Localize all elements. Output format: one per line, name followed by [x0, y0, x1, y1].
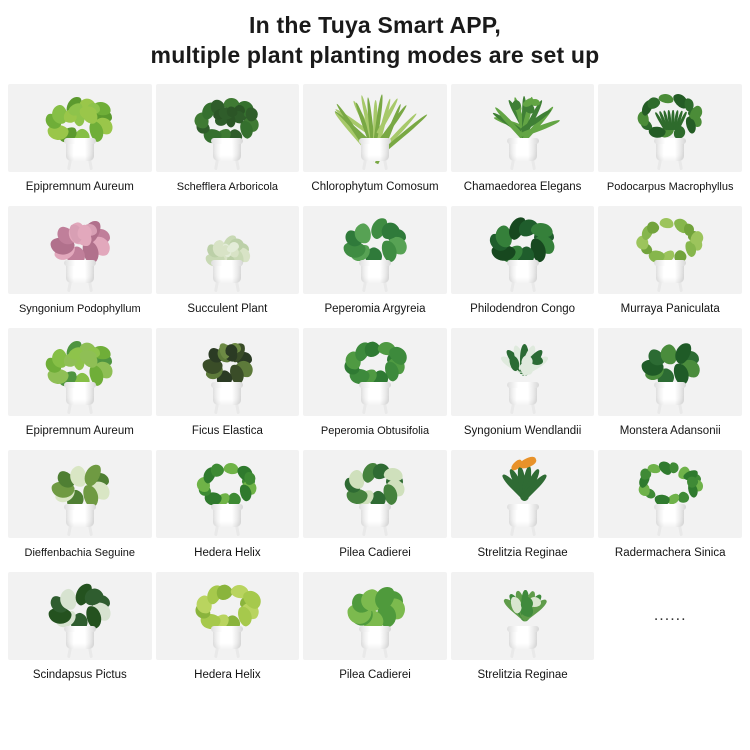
planter-pot [653, 262, 687, 292]
plant-card[interactable] [156, 84, 300, 206]
plant-card[interactable] [156, 572, 300, 694]
plant-thumbnail[interactable] [156, 450, 300, 538]
planter-pot [653, 506, 687, 536]
plant-foliage [37, 330, 123, 390]
pot-rim [64, 260, 96, 266]
plant-grid [0, 84, 750, 694]
plant-card[interactable] [303, 328, 447, 450]
plant-foliage [627, 86, 713, 146]
plant-card[interactable] [303, 450, 447, 572]
planter-pot [63, 506, 97, 536]
plant-caption: Epipremnum Aureum [25, 181, 134, 193]
page-title-line-2: multiple plant planting modes are set up [150, 42, 600, 68]
plant-thumbnail[interactable] [598, 450, 742, 538]
pot-rim [359, 382, 391, 388]
plant-card[interactable] [156, 450, 300, 572]
plant-thumbnail[interactable] [451, 450, 595, 538]
planter-pot [358, 628, 392, 658]
page-title [0, 0, 750, 70]
pot-rim [359, 260, 391, 266]
pot-rim [654, 138, 686, 144]
plant-thumbnail[interactable] [598, 84, 742, 172]
plant-caption: Radermachera Sinica [614, 547, 726, 559]
planter-pot [63, 262, 97, 292]
planter-pot [210, 140, 244, 170]
pot-rim [654, 382, 686, 388]
plant-foliage [332, 452, 418, 512]
plant-caption: Chlorophytum Comosum [311, 181, 439, 193]
plant-foliage [37, 86, 123, 146]
planter-pot [358, 262, 392, 292]
plant-thumbnail[interactable] [8, 572, 152, 660]
plant-foliage [480, 574, 566, 634]
plant-foliage [480, 452, 566, 512]
plant-card[interactable] [451, 206, 595, 328]
plant-thumbnail[interactable] [303, 450, 447, 538]
planter-pot [358, 384, 392, 414]
planter-pot [506, 140, 540, 170]
ellipsis-text: ...... [653, 607, 687, 624]
plant-caption: Philodendron Congo [470, 303, 576, 315]
plant-caption: Dieffenbachia Seguine [24, 547, 136, 559]
plant-caption: Ficus Elastica [191, 425, 263, 437]
plant-caption: Hedera Helix [194, 669, 261, 681]
planter-pot [506, 262, 540, 292]
pot-rim [211, 504, 243, 510]
plant-thumbnail[interactable] [8, 450, 152, 538]
plant-card[interactable] [303, 206, 447, 328]
plant-thumbnail[interactable] [156, 84, 300, 172]
pot-rim [211, 138, 243, 144]
plant-card[interactable] [451, 450, 595, 572]
pot-rim [654, 260, 686, 266]
plant-foliage [332, 86, 418, 146]
plant-card[interactable] [303, 572, 447, 694]
plant-card[interactable] [451, 328, 595, 450]
plant-card[interactable] [156, 206, 300, 328]
plant-caption: Podocarpus Macrophyllus [606, 181, 734, 193]
planter-pot [506, 384, 540, 414]
plant-thumbnail[interactable] [8, 328, 152, 416]
plant-card[interactable] [303, 84, 447, 206]
plant-thumbnail[interactable] [156, 572, 300, 660]
plant-card[interactable] [598, 206, 742, 328]
plant-foliage [184, 208, 270, 268]
planter-pot [506, 506, 540, 536]
plant-thumbnail[interactable] [451, 328, 595, 416]
plant-foliage [627, 330, 713, 390]
plant-thumbnail[interactable] [303, 328, 447, 416]
pot-rim [359, 138, 391, 144]
plant-foliage [480, 86, 566, 146]
plant-caption: Pilea Cadierei [339, 669, 411, 681]
plant-thumbnail[interactable] [156, 206, 300, 294]
plant-foliage [627, 452, 713, 512]
plant-card[interactable] [8, 450, 152, 572]
plant-caption: Epipremnum Aureum [25, 425, 134, 437]
grid-cell-ellipsis [598, 572, 742, 694]
pot-rim [507, 382, 539, 388]
pot-rim [507, 626, 539, 632]
plant-caption: Strelitzia Reginae [477, 669, 568, 681]
plant-foliage [480, 330, 566, 390]
plant-card[interactable] [598, 84, 742, 206]
plant-thumbnail[interactable] [303, 84, 447, 172]
plant-thumbnail[interactable] [451, 206, 595, 294]
plant-card[interactable] [451, 84, 595, 206]
plant-caption: Syngonium Wendlandii [463, 425, 582, 437]
pot-rim [64, 626, 96, 632]
plant-foliage [184, 452, 270, 512]
pot-rim [64, 138, 96, 144]
plant-foliage [480, 208, 566, 268]
plant-thumbnail[interactable] [156, 328, 300, 416]
planter-pot [358, 140, 392, 170]
plant-foliage [37, 452, 123, 512]
pot-rim [359, 626, 391, 632]
plant-caption: Strelitzia Reginae [477, 547, 568, 559]
plant-caption [667, 660, 674, 692]
plant-caption: Succulent Plant [187, 303, 268, 315]
plant-caption: Peperomia Obtusifolia [320, 425, 430, 437]
planter-pot [210, 506, 244, 536]
planter-pot [358, 506, 392, 536]
plant-foliage [332, 330, 418, 390]
pot-rim [64, 504, 96, 510]
leaf-shape [669, 461, 679, 473]
plant-foliage [184, 574, 270, 634]
plant-caption: Syngonium Podophyllum [18, 303, 141, 315]
pot-rim [654, 504, 686, 510]
planter-pot [653, 140, 687, 170]
plant-card[interactable] [156, 328, 300, 450]
plant-thumbnail[interactable] [303, 572, 447, 660]
plant-thumbnail[interactable] [598, 206, 742, 294]
plant-card[interactable] [598, 450, 742, 572]
plant-foliage [627, 208, 713, 268]
plant-foliage [332, 208, 418, 268]
plant-caption: Murraya Paniculata [620, 303, 720, 315]
pot-rim [507, 504, 539, 510]
plant-foliage [37, 574, 123, 634]
plant-thumbnail[interactable] [8, 84, 152, 172]
planter-pot [63, 384, 97, 414]
plant-thumbnail[interactable] [451, 572, 595, 660]
leaf-shape [659, 217, 675, 229]
pot-rim [507, 260, 539, 266]
plant-card[interactable] [598, 328, 742, 450]
plant-thumbnail[interactable] [451, 84, 595, 172]
plant-foliage [37, 208, 123, 268]
planter-pot [63, 140, 97, 170]
plant-foliage [332, 574, 418, 634]
plant-caption: Pilea Cadierei [339, 547, 411, 559]
planter-pot [506, 628, 540, 658]
page-title-line-1: In the Tuya Smart APP, [249, 12, 501, 38]
planter-pot [653, 384, 687, 414]
plant-caption: Scindapsus Pictus [32, 669, 127, 681]
plant-caption: Monstera Adansonii [619, 425, 721, 437]
pot-rim [211, 260, 243, 266]
plant-caption: Chamaedorea Elegans [463, 181, 582, 193]
plant-foliage [184, 86, 270, 146]
planter-pot [210, 262, 244, 292]
plant-caption: Hedera Helix [194, 547, 261, 559]
plant-caption: Peperomia Argyreia [324, 303, 426, 315]
pot-rim [211, 382, 243, 388]
pot-rim [211, 626, 243, 632]
plant-card[interactable] [8, 328, 152, 450]
plant-caption: Schefflera Arboricola [176, 181, 279, 193]
pot-rim [507, 138, 539, 144]
plant-card[interactable] [8, 206, 152, 328]
plant-foliage [184, 330, 270, 390]
pot-rim [359, 504, 391, 510]
planter-pot [63, 628, 97, 658]
plant-thumbnail[interactable] [303, 206, 447, 294]
pot-rim [64, 382, 96, 388]
plant-card[interactable] [8, 84, 152, 206]
plant-card[interactable] [451, 572, 595, 694]
plant-thumbnail[interactable] [598, 328, 742, 416]
planter-pot [210, 628, 244, 658]
plant-card[interactable] [8, 572, 152, 694]
planter-pot [210, 384, 244, 414]
plant-thumbnail[interactable] [8, 206, 152, 294]
